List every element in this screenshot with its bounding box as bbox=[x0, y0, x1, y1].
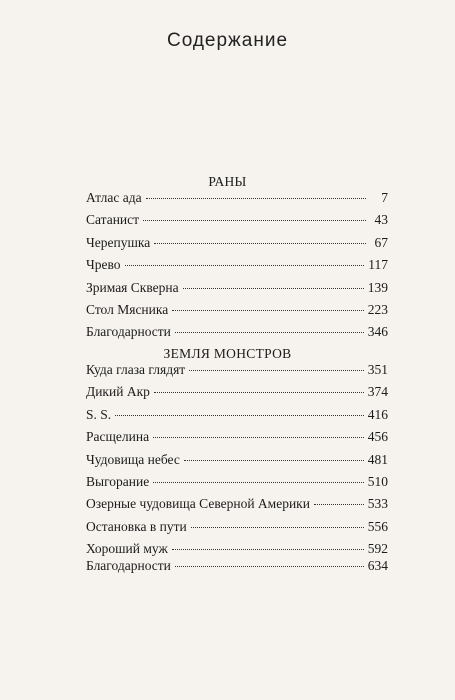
toc-entry-label: Озерные чудовища Северной Америки bbox=[86, 496, 310, 512]
dot-leader bbox=[314, 503, 364, 505]
toc-entry-page: 43 bbox=[374, 212, 388, 228]
toc-entry[interactable] bbox=[86, 190, 388, 212]
dot-leader bbox=[175, 565, 364, 567]
toc-entry-label: Благодарности bbox=[86, 324, 171, 340]
toc-entry-page: 351 bbox=[367, 362, 388, 377]
toc-entry[interactable] bbox=[86, 519, 388, 541]
toc-entry[interactable] bbox=[86, 558, 388, 580]
toc-list-monster-land bbox=[86, 362, 388, 564]
dot-leader bbox=[153, 481, 364, 483]
toc-entry-page: 346 bbox=[367, 324, 388, 340]
toc-entry-page: 139 bbox=[367, 279, 388, 295]
dot-leader bbox=[184, 459, 364, 461]
toc-entry[interactable] bbox=[86, 302, 388, 324]
toc-entry-label: Чрево bbox=[86, 257, 121, 273]
toc-entry-label: S. S. bbox=[86, 406, 112, 422]
dot-leader bbox=[189, 369, 364, 371]
toc-list-final bbox=[86, 558, 388, 580]
toc-entry-page: 533 bbox=[367, 496, 388, 512]
toc-entry-page: 223 bbox=[367, 301, 388, 317]
toc-entry-label: Атлас ада bbox=[86, 190, 142, 205]
toc-entry-page: 634 bbox=[367, 558, 388, 573]
toc-entry-label: Стол Мясника bbox=[86, 301, 169, 317]
toc-entry-label: Выгорание bbox=[86, 473, 150, 489]
dot-leader bbox=[146, 197, 366, 199]
dot-leader bbox=[175, 331, 364, 333]
dot-leader bbox=[172, 309, 364, 311]
toc-entry[interactable] bbox=[86, 384, 388, 406]
toc-entry[interactable] bbox=[86, 496, 388, 518]
dot-leader bbox=[153, 436, 364, 438]
dot-leader bbox=[115, 414, 364, 416]
toc-entry[interactable] bbox=[86, 212, 388, 234]
toc-entry-page: 416 bbox=[367, 406, 388, 422]
dot-leader bbox=[183, 287, 364, 289]
dot-leader bbox=[154, 242, 366, 244]
toc-list-wounds bbox=[86, 190, 388, 347]
toc-entry[interactable] bbox=[86, 362, 388, 384]
toc-entry[interactable] bbox=[86, 452, 388, 474]
toc-entry-page: 67 bbox=[374, 234, 388, 250]
toc-entry-page: 7 bbox=[381, 190, 388, 205]
section-heading-wounds: РАНЫ bbox=[208, 174, 247, 189]
toc-entry-label: Зримая Скверна bbox=[86, 279, 179, 295]
toc-entry[interactable] bbox=[86, 407, 388, 429]
toc-entry-label: Чудовища небес bbox=[86, 451, 180, 467]
dot-leader bbox=[125, 264, 365, 266]
toc-entry-label: Расщелина bbox=[86, 429, 150, 445]
toc-entry-page: 374 bbox=[367, 384, 388, 400]
toc-entry[interactable] bbox=[86, 324, 388, 346]
toc-entry-label: Благодарности bbox=[86, 558, 171, 573]
section-heading-monster-land: ЗЕМЛЯ МОНСТРОВ bbox=[163, 346, 292, 361]
toc-entry-page: 556 bbox=[367, 518, 388, 534]
toc-entry-page: 456 bbox=[367, 429, 388, 445]
toc-entry-page: 592 bbox=[367, 541, 388, 557]
dot-leader bbox=[191, 526, 364, 528]
toc-entry-page: 510 bbox=[367, 473, 388, 489]
dot-leader bbox=[154, 391, 364, 393]
toc-entry[interactable] bbox=[86, 474, 388, 496]
toc-entry[interactable] bbox=[86, 429, 388, 451]
dot-leader bbox=[143, 219, 366, 221]
toc-entry[interactable] bbox=[86, 257, 388, 279]
page-title: Содержание bbox=[166, 30, 289, 51]
toc-entry-label: Черепушка bbox=[86, 234, 151, 250]
toc-entry[interactable] bbox=[86, 280, 388, 302]
toc-entry-label: Дикий Акр bbox=[86, 384, 150, 400]
dot-leader bbox=[172, 548, 364, 550]
toc-entry-label: Остановка в пути bbox=[86, 518, 187, 534]
toc-entry[interactable] bbox=[86, 235, 388, 257]
toc-entry-page: 117 bbox=[368, 257, 388, 273]
toc-entry-label: Куда глаза глядят bbox=[86, 362, 186, 377]
toc-entry-page: 481 bbox=[367, 451, 388, 467]
toc-entry-label: Хороший муж bbox=[86, 541, 168, 557]
toc-entry-label: Сатанист bbox=[86, 212, 140, 228]
